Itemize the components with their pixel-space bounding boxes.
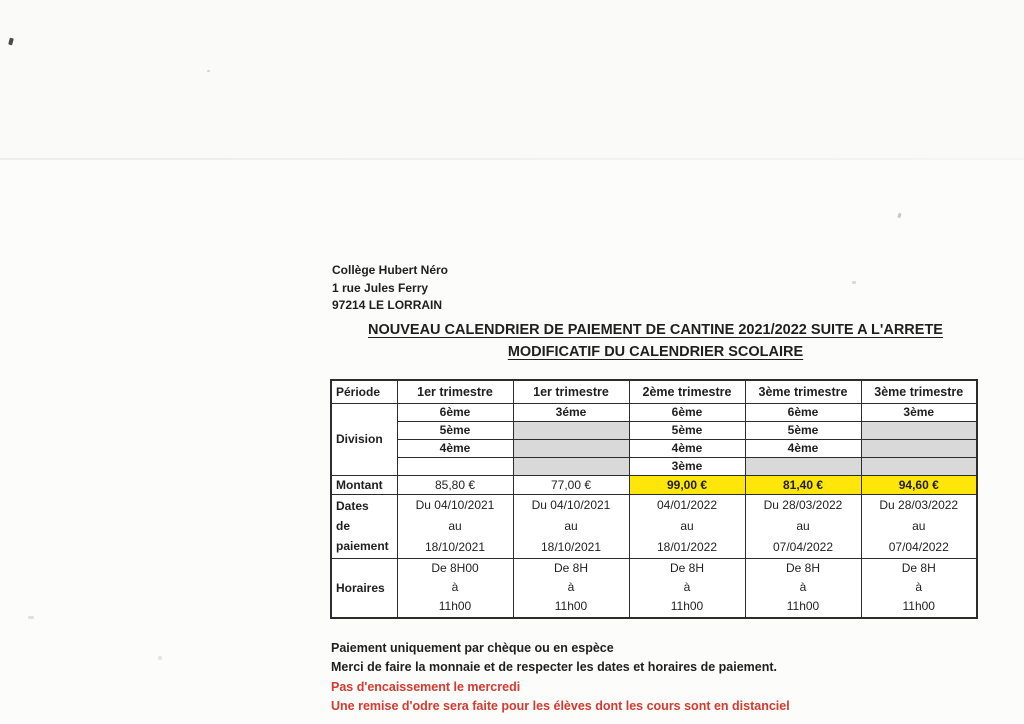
document-title-line1: NOUVEAU CALENDRIER DE PAIEMENT DE CANTINE 2021/2022 SUITE A L'ARRETE <box>368 322 943 338</box>
date-line: Du 04/10/2021 <box>415 497 495 512</box>
date-line: 18/01/2022 <box>656 539 718 554</box>
hours-cell <box>397 558 513 618</box>
hours-cell <box>629 558 745 618</box>
table-header-row <box>331 380 977 403</box>
dates-cell <box>861 494 977 558</box>
hours-cell <box>861 558 977 618</box>
date-line: au <box>912 518 926 533</box>
row-label-dates <box>331 494 397 558</box>
amount-cell-highlighted: 99,00 € <box>629 475 745 494</box>
division-cell: 6ème <box>397 403 513 421</box>
scan-artifact <box>207 70 210 72</box>
date-line: au <box>564 518 578 533</box>
trimester-header-cell: 1er trimestre <box>397 380 513 403</box>
note-exact-change: Merci de faire la monnaie et de respecter les dates et horaires de paiement. <box>331 660 778 675</box>
scan-seam-line <box>0 158 1024 160</box>
hour-line: De 8H <box>553 561 588 576</box>
date-line: 18/10/2021 <box>540 539 602 554</box>
division-row <box>331 439 977 457</box>
hour-line: à <box>915 580 923 595</box>
date-line: au <box>448 518 462 533</box>
hour-line: 11h00 <box>554 599 588 614</box>
amount-cell-highlighted: 94,60 € <box>861 475 977 494</box>
division-cell: 6ème <box>629 403 745 421</box>
hour-line: De 8H <box>785 561 820 576</box>
row-label-dates-line: Dates <box>336 499 369 513</box>
dates-cell <box>745 494 861 558</box>
date-line: 18/10/2021 <box>424 539 486 554</box>
division-cell-empty <box>397 457 513 475</box>
hour-line: 11h00 <box>902 599 935 614</box>
hour-line: De 8H <box>901 561 936 576</box>
row-label-dates-line: de <box>336 519 351 533</box>
dates-cell <box>513 494 629 558</box>
scan-artifact <box>897 213 902 219</box>
hour-line: De 8H00 <box>431 561 479 576</box>
amount-cell: 85,80 € <box>397 475 513 494</box>
division-cell: 5ème <box>745 421 861 439</box>
trimester-header-cell: 3ème trimestre <box>861 380 977 403</box>
date-line: au <box>796 518 810 533</box>
note-no-wednesday: Pas d'encaissement le mercredi <box>331 679 521 694</box>
division-cell-empty <box>861 439 977 457</box>
row-label-periode: Période <box>331 380 397 403</box>
row-label-montant: Montant <box>331 475 397 494</box>
hours-row <box>331 558 977 618</box>
trimester-header-cell: 1er trimestre <box>513 380 629 403</box>
hour-line: 11h00 <box>670 599 704 614</box>
division-cell: 4ème <box>397 439 513 457</box>
date-line: au <box>680 518 694 533</box>
row-label-dates-line: paiement <box>336 539 389 553</box>
division-cell: 3ème <box>629 457 745 475</box>
scan-top-band <box>0 0 1024 158</box>
hours-cell <box>745 558 861 618</box>
date-line: Du 28/03/2022 <box>763 497 843 512</box>
date-line: Du 04/10/2021 <box>531 497 611 512</box>
division-cell: 5ème <box>397 421 513 439</box>
document-title-line2: MODIFICATIF DU CALENDRIER SCOLAIRE <box>507 344 804 360</box>
dates-cell <box>629 494 745 558</box>
hour-line: à <box>567 580 575 595</box>
sender-address-block <box>332 262 448 315</box>
row-label-horaires: Horaires <box>331 558 397 618</box>
date-line: Du 28/03/2022 <box>879 497 959 512</box>
date-line: 07/04/2022 <box>888 539 949 554</box>
note-remote-discount: Une remise d'odre sera faite pour les élèves dont les cours sont en distanciel <box>331 699 790 714</box>
division-row <box>331 457 977 475</box>
hour-line: à <box>683 580 691 595</box>
division-cell: 5ème <box>629 421 745 439</box>
payment-calendar-table <box>330 379 978 619</box>
division-cell-empty <box>513 457 629 475</box>
division-cell: 4ème <box>629 439 745 457</box>
hour-line: à <box>451 580 459 595</box>
division-cell: 6ème <box>745 403 861 421</box>
division-cell-empty <box>861 457 977 475</box>
school-name: Collège Hubert Néro <box>332 263 449 277</box>
date-line: 04/01/2022 <box>656 497 718 512</box>
note-payment-method: Paiement uniquement par chèque ou en espèce <box>331 641 614 655</box>
division-cell-empty <box>745 457 861 475</box>
hour-line: De 8H <box>669 561 704 576</box>
school-city: 97214 LE LORRAIN <box>332 298 443 312</box>
trimester-header-cell: 3ème trimestre <box>745 380 861 403</box>
scan-artifact <box>28 616 34 619</box>
hours-cell <box>513 558 629 618</box>
footer-notes <box>331 639 790 717</box>
division-row <box>331 421 977 439</box>
division-cell-empty <box>513 421 629 439</box>
payment-dates-row <box>331 494 977 558</box>
division-cell: 3ème <box>861 403 977 421</box>
division-cell-empty <box>861 421 977 439</box>
date-line: 07/04/2022 <box>772 539 834 554</box>
amount-cell: 77,00 € <box>513 475 629 494</box>
division-cell: 3éme <box>513 403 629 421</box>
amount-cell-highlighted: 81,40 € <box>745 475 861 494</box>
scan-artifact <box>852 281 856 284</box>
hour-line: 11h00 <box>438 599 472 614</box>
division-row <box>331 403 977 421</box>
row-label-division: Division <box>331 403 397 475</box>
division-cell: 4ème <box>745 439 861 457</box>
scan-artifact <box>158 656 162 660</box>
dates-cell <box>397 494 513 558</box>
school-street: 1 rue Jules Ferry <box>332 280 429 295</box>
hour-line: 11h00 <box>786 599 820 614</box>
document-title <box>333 319 978 363</box>
division-cell-empty <box>513 439 629 457</box>
hour-line: à <box>799 580 807 595</box>
trimester-header-cell: 2ème trimestre <box>629 380 745 403</box>
amount-row <box>331 475 977 494</box>
